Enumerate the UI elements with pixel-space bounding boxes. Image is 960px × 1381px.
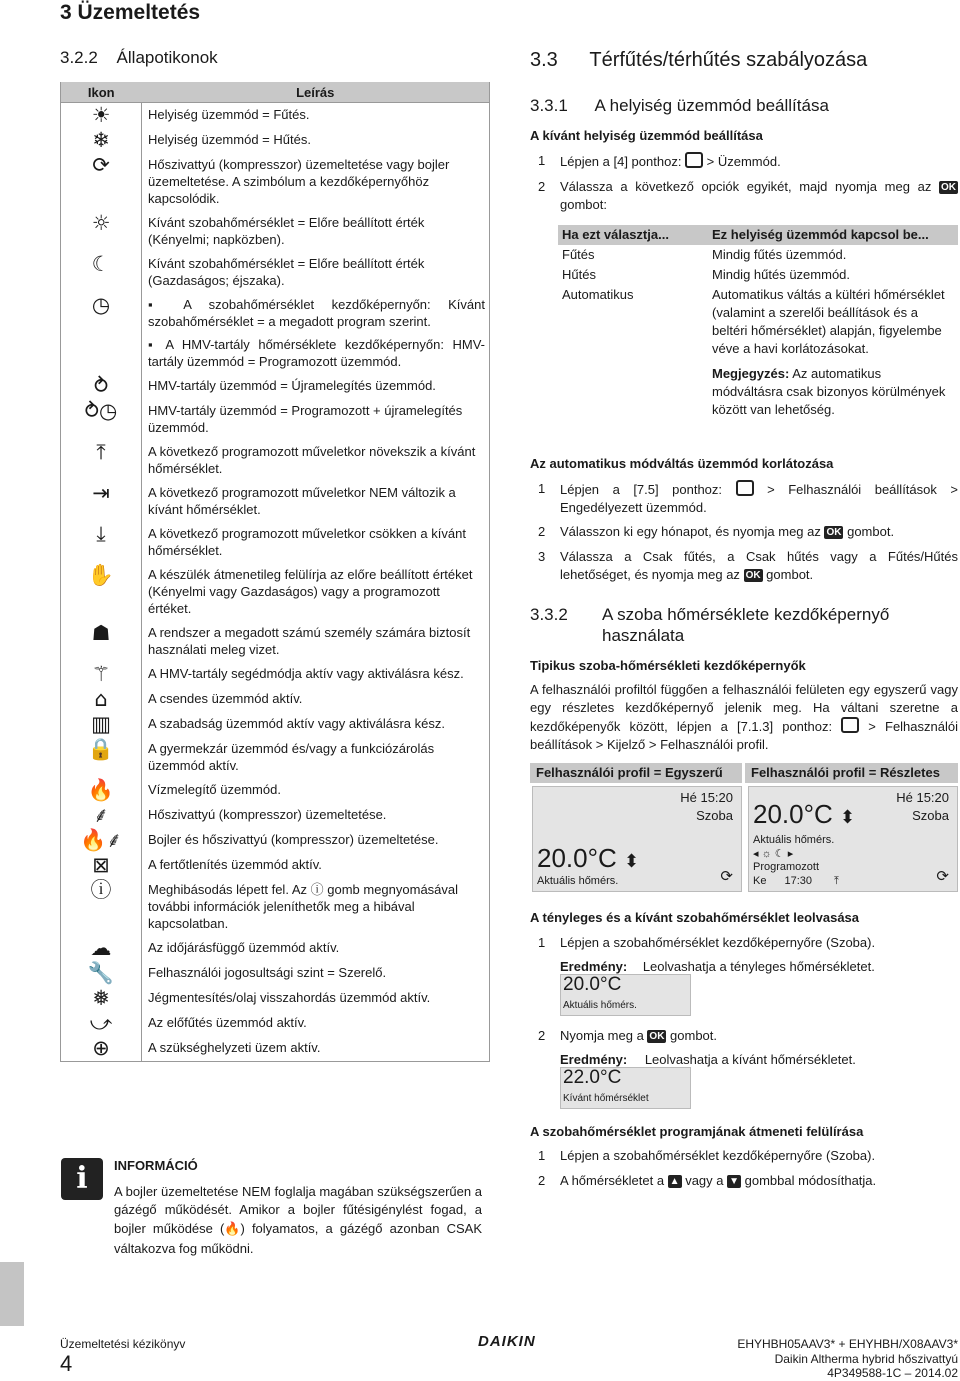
description-cell: Kívánt szobahőmérséklet = Előre beállított érték (Kényelmi; napközben). bbox=[148, 215, 425, 247]
heading-read-temperature: A tényleges és a kívánt szobahőmérséklet leolvasása bbox=[530, 910, 860, 925]
heading-auto-limit: Az automatikus módváltás üzemmód korlátozása bbox=[530, 456, 834, 471]
override-step-2: 2 A hőmérsékletet a ▲ vagy a ▼ gombbal módosíthatja. bbox=[538, 1173, 877, 1188]
description-cell: Felhasználói jogosultsági szint = Szerelő. bbox=[148, 965, 387, 980]
description-cell: A következő programozott műveletkor csökken a kívánt hőmérséklet. bbox=[148, 526, 466, 558]
table-cell: Automatikus váltás a kültéri hőmérséklet (valamint a szerelői beállítások és a beltéri hőmérséklet) alapján, figyelembe véve a havi korlátozásokat. bbox=[712, 287, 945, 356]
refresh-icon: ⟳ bbox=[92, 153, 110, 177]
info-button-icon: ⓘ bbox=[310, 882, 324, 897]
info-title: INFORMÁCIÓ bbox=[114, 1158, 198, 1173]
desired-temperature-value: 22.0°C bbox=[563, 1067, 622, 1088]
description-text: A szobahőmérséklet kezdőképernyőn: Kívánt szobahőmérséklet = a megadott program szerint. bbox=[148, 297, 485, 329]
table-row bbox=[61, 103, 490, 129]
description-cell: A készülék átmenetileg felülírja az előre beállított értéket (Kényelmi vagy Gazdaságos) vagy a programozott értéket. bbox=[148, 567, 473, 616]
icon-cell bbox=[61, 374, 142, 399]
description-text: Meghibásodás lépett fel. Az bbox=[148, 882, 311, 897]
section-heading-status-icons bbox=[60, 47, 218, 68]
description-cell: A gyermekzár üzemmód és/vagy a funkciózárolás üzemmód aktív. bbox=[148, 741, 435, 773]
step-text: Lépjen a [4] ponthoz: bbox=[560, 154, 686, 169]
step-text: Lépjen a szobahőmérséklet kezdőképernyőre (Szoba). bbox=[560, 1148, 876, 1163]
table-row bbox=[61, 621, 490, 662]
icon-cell bbox=[61, 662, 142, 687]
page-side-tab bbox=[0, 1262, 24, 1326]
description-cell: Bojler és hőszivattyú (kompresszor) üzemeltetése. bbox=[148, 832, 439, 847]
icon-cell bbox=[61, 293, 142, 374]
room-mode-table bbox=[558, 225, 958, 420]
step-up-icon: ⤒ bbox=[834, 875, 839, 887]
description-cell: Jégmentesítés/olaj visszahordás üzemmód aktív. bbox=[148, 990, 431, 1005]
step-text: > Üzemmód. bbox=[703, 154, 781, 169]
result-label: Eredmény: bbox=[560, 1052, 628, 1067]
description-cell: HMV-tartály üzemmód = Programozott + újramelegítés üzemmód. bbox=[148, 403, 463, 435]
desired-temperature-screen bbox=[560, 1067, 691, 1109]
status-icon-table bbox=[60, 82, 490, 1062]
menu-icon bbox=[841, 717, 859, 733]
description-cell: A szükséghelyzeti üzem aktív. bbox=[142, 1036, 490, 1062]
icon-cell bbox=[61, 153, 142, 211]
info-circle-icon: ⓘ bbox=[90, 878, 112, 902]
result-text: Leolvashatja a kívánt hőmérsékletet. bbox=[644, 1052, 856, 1067]
description-cell bbox=[142, 878, 490, 936]
table-row bbox=[61, 778, 490, 803]
arrow-right-icon: ▸ bbox=[787, 848, 794, 860]
emergency-icon: ⊕ bbox=[92, 1036, 110, 1060]
temperature-value: 20.0°C bbox=[537, 843, 617, 873]
description-cell: Helyiség üzemmód = Hűtés. bbox=[148, 132, 311, 147]
screen-room-label: Szoba bbox=[696, 808, 733, 823]
preheat-icon: ⤻ bbox=[89, 1011, 113, 1035]
information-icon: i bbox=[61, 1158, 103, 1200]
step-text: Nyomja meg a bbox=[560, 1028, 648, 1043]
icon-cell bbox=[61, 103, 142, 129]
table-row bbox=[61, 828, 490, 853]
disinfection-icon: ⊠ bbox=[92, 853, 110, 877]
description-cell: A fertőtlenítés üzemmód aktív. bbox=[148, 857, 322, 872]
table-row bbox=[61, 128, 490, 153]
footer-manual: Üzemeltetési kézikönyv bbox=[60, 1337, 186, 1351]
arrow-left-icon: ◂ bbox=[753, 848, 759, 860]
info-text-part: A bojler üzemeltetése NEM foglalja magában szükségszerűen a gázégő működését. Amikor a bojler fűtésigénylést fogad, a bojler működése ( bbox=[114, 1184, 482, 1236]
table-row bbox=[61, 481, 490, 522]
footer-model: EHYHBH05AAV3* + EHYHBH/X08AAV3* bbox=[737, 1337, 958, 1351]
next-time: 17:30 bbox=[784, 875, 812, 887]
comfort-sun-icon: ☼ bbox=[91, 211, 111, 235]
table-row bbox=[61, 687, 490, 712]
subsection-number: 3.3.2 bbox=[530, 605, 568, 624]
subsection-title: A szoba hőmérséklete kezdőképernyő használata bbox=[602, 605, 890, 645]
reheat-icon: ⥁ bbox=[93, 374, 109, 398]
table-row bbox=[61, 211, 490, 252]
profile-detailed-header: Felhasználói profil = Részletes bbox=[745, 763, 958, 783]
arrow-right-icon: ⇥ bbox=[92, 481, 110, 505]
table-row bbox=[61, 853, 490, 878]
desired-temperature-caption: Kívánt hőmérséklet bbox=[563, 1093, 649, 1104]
up-button-icon: ▲ bbox=[669, 1176, 680, 1187]
subsection-number: 3.3.1 bbox=[530, 96, 568, 115]
table-row bbox=[61, 563, 490, 621]
description-cell: HMV-tartály üzemmód = Újramelegítés üzemmód. bbox=[148, 378, 436, 393]
read-step-1: 1 Lépjen a szobahőmérséklet kezdőképernyőre (Szoba). bbox=[530, 934, 958, 952]
description-text: gomb megnyomásával további információk jeleníthetők meg a hibával kapcsolatban. bbox=[148, 882, 459, 931]
description-cell: A csendes üzemmód aktív. bbox=[148, 691, 303, 706]
moon-icon: ☾ bbox=[91, 252, 111, 276]
auto-step-2: 2 Válasszon ki egy hónapot, és nyomja meg az OK gombot. bbox=[538, 524, 895, 539]
table-header-mode: Ez helyiség üzemmód kapcsol be... bbox=[708, 225, 958, 245]
table-row bbox=[61, 399, 490, 440]
table-row bbox=[61, 961, 490, 986]
subsection-title: A helyiség üzemmód beállítása bbox=[594, 96, 829, 115]
body-text: > Felhasználói beállítások > Kijelző > Felhasználói profil. bbox=[530, 719, 958, 752]
table-note bbox=[708, 359, 958, 420]
ok-icon: OK bbox=[826, 527, 842, 538]
info-text bbox=[114, 1183, 482, 1258]
screen-actual-label: Aktuális hőmérs. bbox=[753, 834, 835, 846]
up-down-arrows-icon: ⬍ bbox=[840, 807, 856, 827]
ok-icon: OK bbox=[745, 570, 761, 581]
result-label: Eredmény: bbox=[560, 959, 628, 974]
section-number: 3.2.2 bbox=[60, 48, 98, 67]
icon-cell bbox=[61, 399, 142, 440]
icon-cell bbox=[61, 128, 142, 153]
table-cell: Mindig hűtés üzemmód. bbox=[712, 267, 851, 282]
icon-cell bbox=[61, 712, 142, 737]
comfort-sun-icon: ☼ bbox=[761, 848, 772, 860]
screen-program-label: Programozott bbox=[753, 861, 820, 873]
section-heading-space-control bbox=[530, 48, 867, 72]
override-step-1: 1 Lépjen a szobahőmérséklet kezdőképernyőre (Szoba). bbox=[530, 1147, 958, 1165]
icon-cell bbox=[61, 737, 142, 778]
icon-cell bbox=[61, 621, 142, 662]
icon-cell bbox=[61, 853, 142, 878]
actual-temperature-caption: Aktuális hőmérs. bbox=[563, 1000, 637, 1011]
icon-cell bbox=[61, 803, 142, 828]
description-cell: A szabadság üzemmód aktív vagy aktiválásra kész. bbox=[148, 716, 445, 731]
step-text: gombbal módosíthatja. bbox=[741, 1173, 877, 1188]
footer-doc: 4P349588-1C – 2014.02 bbox=[827, 1366, 958, 1380]
refresh-icon: ⟳ bbox=[720, 868, 733, 885]
result-text: Leolvashatja a tényleges hőmérsékletet. bbox=[642, 959, 875, 974]
flame-icon: 🔥 bbox=[87, 778, 115, 802]
actual-temperature-screen bbox=[560, 974, 691, 1016]
table-header-choice: Ha ezt választja... bbox=[558, 225, 708, 245]
person-icon: ☗ bbox=[91, 621, 111, 645]
screen-mode-icons bbox=[753, 847, 793, 861]
screen-temperature bbox=[753, 799, 855, 832]
screen-next-action bbox=[753, 874, 839, 888]
section-title: Állapotikonok bbox=[116, 48, 218, 67]
description-text: A HMV-tartály hőmérséklete kezdőképernyőn: HMV-tartály üzemmód = Programozott üzemmód. bbox=[148, 337, 485, 369]
simple-screen bbox=[532, 786, 742, 892]
auto-step-1: 1 Lépjen a [7.5] ponthoz: > Felhasználói beállítások > Engedélyezett üzemmód. bbox=[538, 481, 958, 515]
subsection-heading-room-mode bbox=[530, 95, 829, 116]
footer-product: Daikin Altherma hybrid hőszivattyú bbox=[774, 1352, 958, 1366]
table-cell: Automatikus bbox=[562, 287, 634, 302]
step-text: Lépjen a [7.5] ponthoz: bbox=[560, 482, 736, 497]
step-text: Válasszon ki egy hónapot, és nyomja meg az bbox=[560, 524, 825, 539]
table-row bbox=[61, 1011, 490, 1036]
brand-logo: DAIKIN bbox=[478, 1333, 536, 1350]
step-text: Válassza a következő opciók egyikét, majd nyomja meg az bbox=[560, 179, 939, 194]
step-text: gombot. bbox=[762, 567, 814, 582]
icon-cell bbox=[61, 252, 142, 293]
profile-simple-header: Felhasználói profil = Egyszerű bbox=[530, 763, 742, 783]
icon-cell bbox=[61, 986, 142, 1011]
flame-leaf-icon: 🔥⸙ bbox=[80, 828, 122, 852]
snowflake-icon: ❄ bbox=[92, 128, 110, 152]
description-cell: A következő programozott műveletkor NEM változik a kívánt hőmérséklet. bbox=[148, 485, 456, 517]
description-cell: Helyiség üzemmód = Fűtés. bbox=[148, 107, 310, 122]
note-label: Megjegyzés: bbox=[712, 366, 790, 381]
bullet-icon: ▪ bbox=[148, 297, 184, 312]
description-cell: Hőszivattyú (kompresszor) üzemeltetése vagy bojler üzemeltetése. A szimbólum a kezdőképernyőhöz kapcsolódik. bbox=[148, 157, 450, 206]
step-2: 2 Válassza a következő opciók egyikét, majd nyomja meg az OK gombot: bbox=[538, 179, 956, 212]
up-down-arrows-icon: ⬍ bbox=[624, 851, 640, 871]
step-text: > Felhasználói beállítások > Engedélyezett üzemmód. bbox=[560, 482, 958, 515]
step-1: 1 Lépjen a [4] ponthoz: > Üzemmód. bbox=[538, 153, 781, 169]
table-row bbox=[61, 986, 490, 1011]
description-cell: Kívánt szobahőmérséklet = Előre beállított érték (Gazdaságos; éjszaka). bbox=[148, 256, 425, 288]
icon-cell bbox=[61, 961, 142, 986]
icon-cell bbox=[61, 522, 142, 563]
screen-temperature bbox=[537, 843, 639, 876]
table-cell: Hűtés bbox=[562, 267, 596, 282]
description-cell bbox=[142, 293, 490, 374]
bullet-icon: ▪ bbox=[148, 337, 166, 352]
icon-cell bbox=[61, 563, 142, 621]
auto-step-3: 3 Válassza a Csak fűtés, a Csak hűtés vagy a Fűtés/Hűtés lehetőséget, és nyomja meg az OK gombot. bbox=[538, 549, 958, 582]
icon-cell bbox=[61, 211, 142, 252]
leaf-icon: ⸙ bbox=[93, 803, 109, 827]
refresh-icon: ⟳ bbox=[936, 868, 949, 885]
description-cell: A következő programozott műveletkor növekszik a kívánt hőmérséklet. bbox=[148, 444, 476, 476]
table-cell: Mindig fűtés üzemmód. bbox=[712, 247, 847, 262]
table-row bbox=[61, 878, 490, 936]
quiet-house-icon: ⌂ bbox=[94, 687, 108, 711]
icon-cell bbox=[61, 687, 142, 712]
table-header-description: Leírás bbox=[142, 82, 490, 103]
chapter-title: 3 Üzemeltetés bbox=[60, 1, 201, 24]
next-day: Ke bbox=[753, 875, 767, 887]
table-row bbox=[61, 662, 490, 687]
hand-icon: ✋ bbox=[87, 563, 115, 587]
typical-screens-text bbox=[530, 681, 958, 754]
step-text: Válassza a Csak fűtés, a Csak hűtés vagy a Fűtés/Hűtés lehetőséget, és nyomja meg az bbox=[560, 549, 958, 582]
step-text: Lépjen a szobahőmérséklet kezdőképernyőre (Szoba). bbox=[560, 935, 876, 950]
step-text: gombot. bbox=[666, 1028, 718, 1043]
table-header-icon: Ikon bbox=[61, 82, 142, 103]
description-cell: Az időjárásfüggő üzemmód aktív. bbox=[148, 940, 340, 955]
step-text: A hőmérsékletet a bbox=[560, 1173, 668, 1188]
table-row bbox=[61, 712, 490, 737]
page-number: 4 bbox=[60, 1351, 73, 1376]
icon-cell bbox=[61, 778, 142, 803]
temperature-value: 20.0°C bbox=[753, 799, 833, 829]
holiday-icon: ▥ bbox=[91, 712, 111, 736]
icon-cell bbox=[61, 878, 142, 936]
description-cell: Vízmelegítő üzemmód. bbox=[148, 782, 281, 797]
actual-temperature-value: 20.0°C bbox=[563, 974, 622, 995]
icon-cell bbox=[61, 828, 142, 853]
table-row bbox=[61, 252, 490, 293]
menu-icon bbox=[736, 480, 754, 496]
clock-icon: ◷ bbox=[91, 293, 111, 317]
screen-day-time: Hé 15:20 bbox=[896, 790, 949, 805]
reheat-clock-icon: ⥁◷ bbox=[84, 399, 118, 423]
table-row bbox=[61, 293, 490, 374]
description-cell: A HMV-tartály segédmódja aktív vagy aktiválásra kész. bbox=[148, 666, 464, 681]
defrost-icon: ❅ bbox=[92, 986, 110, 1010]
icon-cell bbox=[61, 1036, 142, 1062]
table-row bbox=[61, 737, 490, 778]
table-row bbox=[61, 522, 490, 563]
heading-set-room-mode: A kívánt helyiség üzemmód beállítása bbox=[530, 128, 763, 143]
body-text: A felhasználói profiltól függően a felhasználói felületen egy egyszerű vagy egy részletes kezdőképernyő jelenik meg. Ha váltani szeretne a kezdőképenyők között, lépjen a [7.1.3] ponthoz: bbox=[530, 682, 958, 734]
table-row bbox=[61, 440, 490, 481]
note-text: Az automatikus módváltásra csak bizonyos körülmények között van lehetőség. bbox=[712, 366, 946, 417]
weather-icon: ☁ bbox=[90, 936, 112, 960]
screen-room-label: Szoba bbox=[912, 808, 949, 823]
table-row bbox=[61, 1036, 490, 1062]
description-cell: Hőszivattyú (kompresszor) üzemeltetése. bbox=[148, 807, 387, 822]
booster-icon: ⚚ bbox=[91, 662, 111, 686]
heading-typical-screens: Tipikus szoba-hőmérsékleti kezdőképernyők bbox=[530, 658, 806, 673]
wrench-icon: 🔧 bbox=[87, 961, 115, 985]
menu-icon bbox=[685, 152, 703, 168]
detailed-screen bbox=[748, 786, 958, 892]
ok-icon: OK bbox=[649, 1031, 665, 1042]
down-button-icon: ▼ bbox=[729, 1176, 740, 1187]
table-row bbox=[61, 936, 490, 961]
step-text: gombot. bbox=[843, 524, 895, 539]
step-text: gombot: bbox=[560, 197, 607, 212]
table-row bbox=[61, 803, 490, 828]
step-up-icon: ⤒ bbox=[96, 440, 106, 464]
lock-icon: 🔒 bbox=[87, 737, 115, 761]
subsection-heading-room-screen bbox=[530, 604, 950, 646]
sun-icon: ☀ bbox=[91, 103, 111, 127]
read-step-2: 2 Nyomja meg a OK gombot. bbox=[538, 1028, 718, 1043]
flame-icon: 🔥 bbox=[224, 1222, 241, 1237]
table-row bbox=[61, 153, 490, 211]
section-title: Térfűtés/térhűtés szabályozása bbox=[589, 49, 868, 71]
icon-cell bbox=[61, 1011, 142, 1036]
screen-actual-label: Aktuális hőmérs. bbox=[537, 875, 619, 887]
description-cell: Az előfűtés üzemmód aktív. bbox=[148, 1015, 307, 1030]
table-cell: Fűtés bbox=[562, 247, 595, 262]
moon-icon: ☾ bbox=[774, 848, 785, 860]
icon-cell bbox=[61, 481, 142, 522]
section-number: 3.3 bbox=[530, 49, 558, 71]
screen-day-time: Hé 15:20 bbox=[680, 790, 733, 805]
info-text-part: ) folyamatos, a gázégő azonban CSAK váltakozva fog működni. bbox=[114, 1221, 483, 1256]
heading-override: A szobahőmérséklet programjának átmeneti felülírása bbox=[530, 1124, 864, 1139]
step-down-icon: ⤓ bbox=[96, 522, 106, 546]
table-row bbox=[61, 374, 490, 399]
ok-icon: OK bbox=[941, 182, 956, 193]
step-text: vagy a bbox=[681, 1173, 728, 1188]
icon-cell bbox=[61, 440, 142, 481]
description-cell: A rendszer a megadott számú személy számára biztosít használati meleg vizet. bbox=[148, 625, 471, 657]
icon-cell bbox=[61, 936, 142, 961]
